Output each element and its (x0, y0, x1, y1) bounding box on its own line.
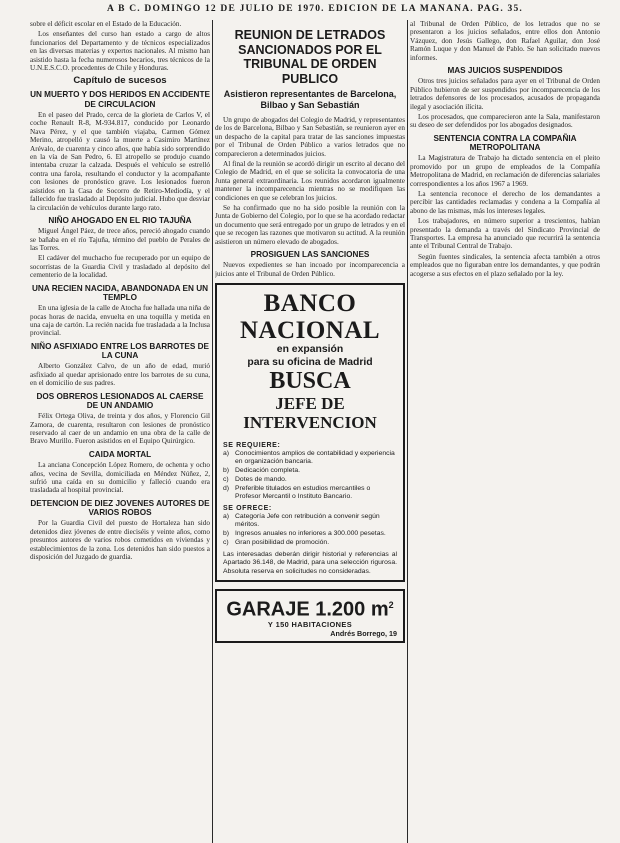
ad-requirement (223, 467, 397, 475)
garage-title-superscript: 2 (388, 599, 394, 610)
ad-requirement (223, 476, 397, 484)
ad-position: JEFE DE INTERVENCION (243, 394, 377, 433)
article-paragraph: La Magistratura de Trabajo ha dictado sentencia en el pleito promovido por un grupo de empleados de la Compañía Metropolitana de Madrid, en reclamación de diferencias salariales correspondientes a los años 1967 a 1969. (410, 154, 600, 188)
ad-subtitle: para su oficina de Madrid (247, 356, 373, 368)
column-middle (215, 20, 405, 843)
ad-footer: Las interesadas deberán dirigir historial y referencias al Apartado 36.148, de Madrid, para una selección rigurosa. Absoluta reserva en solicitudes no consideradas. (223, 551, 397, 575)
article-paragraph: En una iglesia de la calle de Atocha fue hallada una niña de pocas horas de nacida, envuelta en una toquilla y metida en una caja de cartón. La recién nacida fue trasladada a la Inclusa provincial. (30, 304, 210, 338)
ad-item-text: Categoría Jefe con retribución a convenir según méritos. (235, 513, 380, 529)
story-headline: NIÑO AHOGADO EN EL RIO TAJUÑA (48, 215, 192, 225)
garage-title (223, 594, 397, 621)
ad-requirement (223, 450, 397, 466)
ad-item-letter: c) (223, 476, 229, 484)
story-headline: CAIDA MORTAL (88, 449, 152, 459)
ad-offer (223, 513, 397, 529)
story-headline: DETENCION DE DIEZ JOVENES AUTORES DE VARIOS ROBOS (30, 498, 210, 518)
ad-item-text: Dedicación completa. (235, 467, 300, 475)
article-paragraph: Nuevos expedientes se han incoado por incomparecencia a juicios ante el Tribunal de Orden Público. (215, 261, 405, 278)
ad-offer-label: SE OFRECE: (223, 505, 272, 513)
column-left (30, 20, 210, 843)
column-rule-1 (212, 20, 213, 843)
ad-title: BANCO NACIONAL (239, 290, 381, 345)
article-paragraph: Los procesados, que comparecieron ante la Sala, manifestaron su deseo de ser defendidos por los abogados designados. (410, 112, 600, 130)
article-paragraph: Miguel Ángel Páez, de trece años, pereció ahogado cuando se bañaba en el río Tajuña, término del pueblo de Perales de las Torres. (30, 227, 210, 253)
ad-requirements-label: SE REQUIERE: (223, 442, 281, 450)
page-header: A B C. DOMINGO 12 DE JULIO DE 1970. EDICION DE LA MAÑANA. PAG. 35. (106, 4, 524, 14)
ad-item-letter: d) (223, 485, 230, 493)
ad-subtitle: en expansión (276, 344, 344, 356)
article-paragraph: La anciana Concepción López Romero, de ochenta y ocho años, vecina de Sevilla, domiciliada en Méndez Núñez, 2, sufrió una caída en su domicilio y falleció cuando era trasladada al hospital provincial. (30, 461, 210, 495)
ad-offer (223, 530, 397, 538)
article-paragraph: Un grupo de abogados del Colegio de Madrid, y representantes de los de Barcelona, Bilbao y San Sebastián, se reunieron ayer en un despacho de la capital para tratar de las sanciones impuestas por el Tribunal de Orden Público a varios letrados que no comparecieron a determinados juicios. (215, 116, 405, 158)
article-paragraph: Alberto González Calvo, de un año de edad, murió asfixiado al quedar aprisionado entre los barrotes de su cuna, en el domicilio de sus padres. (30, 362, 210, 388)
ad-item-text: Gran posibilidad de promoción. (235, 539, 330, 547)
story-headline: UNA RECIEN NACIDA, ABANDONADA EN UN TEMPLO (31, 283, 209, 302)
bank-advertisement (215, 283, 405, 582)
story-headline: NIÑO ASFIXIADO ENTRE LOS BARROTES DE LA CUNA (30, 341, 209, 361)
ad-item-letter: a) (223, 450, 230, 458)
article-paragraph: Otros tres juicios señalados para ayer en el Tribunal de Orden Público hubieron de ser suspendidos por incomparecencia de los letrados defensores de los procesados, acusados de propaganda ilegal y asociación ilícita. (410, 77, 600, 111)
ad-item-letter: c) (223, 539, 229, 547)
ad-busca: BUSCA (269, 368, 351, 395)
article-paragraph: Al final de la reunión se acordó dirigir un escrito al decano del Colegio de Madrid, en el que se solicita la convocatoria de una Junta general extraordinaria. Los reunidos acordaron igualmente mantener la incomparecencia mientras no se modifiquen las condiciones en que se celebran los juicios. (215, 160, 405, 202)
ad-item-letter: a) (223, 513, 230, 521)
ad-requirement (223, 485, 397, 501)
column-rule-2 (407, 20, 408, 843)
ad-item-text: Preferible titulados en estudios mercantiles o Profesor Mercantil o Instituto Bancario. (235, 485, 371, 501)
garage-title-text: GARAJE 1.200 m (226, 598, 389, 621)
story-headline: DOS OBREROS LESIONADOS AL CAERSE DE UN ANDAMIO (36, 391, 204, 410)
lead-subheadline: Asistieron representantes de Barcelona, Bilbao y San Sebastián (223, 89, 397, 110)
article-paragraph: Según fuentes sindicales, la sentencia afecta también a otros empleados que no figuraban entre los demandantes, y que podrán acogerse a sus efectos en el plazo señalado por la ley. (410, 252, 600, 278)
article-paragraph: Félix Ortega Oliva, de treinta y dos años, y Florencio Gil Zamora, de cuarenta, resultaron con lesiones de pronóstico reservado al caer de un andamio en una obra de la calle de Bravo Murillo. Fueron asistidos en el Equipo Quirúrgico. (30, 412, 210, 446)
article-paragraph: Por la Guardia Civil del puesto de Hortaleza han sido detenidos diez jóvenes de entre dieciséis y veinte años, como presuntos autores de varios robos cometidos en viviendas y establecimientos de la zona. Los detenidos han sido puestos a disposición del Juzgado de guardia. (30, 519, 210, 562)
ad-item-text: Ingresos anuales no inferiores a 300.000 pesetas. (235, 530, 386, 538)
article-paragraph: Los enseñantes del curso han estado a cargo de altos funcionarios del Departamento y de técnicos especializados en las diversas materias y expertos nacionales. Al mismo han asistido hasta la fecha numerosos becarios, tres técnicos de la U.N.E.S.C.O. procedentes de Chile y Honduras. (30, 30, 210, 73)
ad-item-text: Dotes de mando. (235, 476, 287, 484)
garage-advertisement (215, 589, 405, 644)
story-headline: SENTENCIA CONTRA LA COMPAÑIA METROPOLITANA (433, 133, 577, 153)
article-paragraph: Los trabajadores, en número superior a trescientos, habían presentado la demanda a través del Sindicato Provincial de Transportes. La empresa ha anunciado que recurrirá la sentencia ante el Tribunal Central de Trabajo. (410, 217, 600, 251)
column-right (410, 20, 600, 843)
article-paragraph: sobre el déficit escolar en el Estado de la Educación. (30, 20, 182, 28)
story-headline: UN MUERTO Y DOS HERIDOS EN ACCIDENTE DE CIRCULACION (30, 90, 210, 109)
ad-item-letter: b) (223, 530, 230, 538)
ad-offer (223, 539, 397, 547)
article-paragraph: al Tribunal de Orden Público, de los letrados que no se presentaron a los juicios señalados, entre ellos don Antonio Vázquez, don Jesús Gallego, don Rafael Aguilar, don José Ramón Luque y don Manuel de Pablo. Se han solicitado nuevos informes. (410, 20, 600, 62)
garage-subtitle: Y 150 HABITACIONES (267, 620, 353, 630)
ad-item-text: Conocimientos amplios de contabilidad y experiencia en organización bancaria. (235, 450, 395, 466)
section-title: Capítulo de sucesos (73, 75, 167, 87)
lead-headline: REUNION DE LETRADOS SANCIONADOS POR EL TRIBUNAL DE ORDEN PUBLICO (234, 28, 386, 86)
article-paragraph: El cadáver del muchacho fue recuperado por un equipo de socorristas de la Guardia Civil y trasladado al depósito del cementerio de la localidad. (30, 254, 210, 280)
garage-address: Andrés Borrego, 19 (330, 629, 397, 639)
article-paragraph: En el paseo del Prado, cerca de la glorieta de Carlos V, el coche Renault R-8, M-934.817, conducido por Leonardo Nava Pérez, y el que también viajaba, Carmen Gómez Merino, atropelló y causó la muerte a Casimiro Martínez Arévalo, de cuarenta y cinco años, que había sido sorprendido en la vía de San Pedro, 6. El atropello se produjo cuando intentaba cruzar la calzada. Después el vehículo se estrelló contra una farola, resultando el conductor y la acompañante con lesiones de pronóstico grave. Los lesionados fueron asistidos en la Casa de Socorro de Retiro-Mediodía, y el fallecido fue trasladado al Depósito judicial. Hubo que desviar la circulación de vehículos durante largo rato. (30, 111, 210, 212)
story-headline: PROSIGUEN LAS SANCIONES (250, 250, 370, 260)
article-paragraph: La sentencia reconoce el derecho de los demandantes a percibir las cantidades reclamadas y condena a la Compañía al abono de las mismas, más los intereses legales. (410, 189, 600, 215)
article-paragraph: Se ha confirmado que no ha sido posible la reunión con la Junta de Gobierno del Colegio, por lo que se ha acordado redactar un documento que será entregado por un grupo de letrados y en el que se recogen las razones que motivaron su actitud. A la reunión asistieron un número elevado de abogados. (215, 204, 405, 246)
story-headline: MAS JUICIOS SUSPENDIDOS (447, 66, 563, 76)
ad-item-letter: b) (223, 467, 230, 475)
